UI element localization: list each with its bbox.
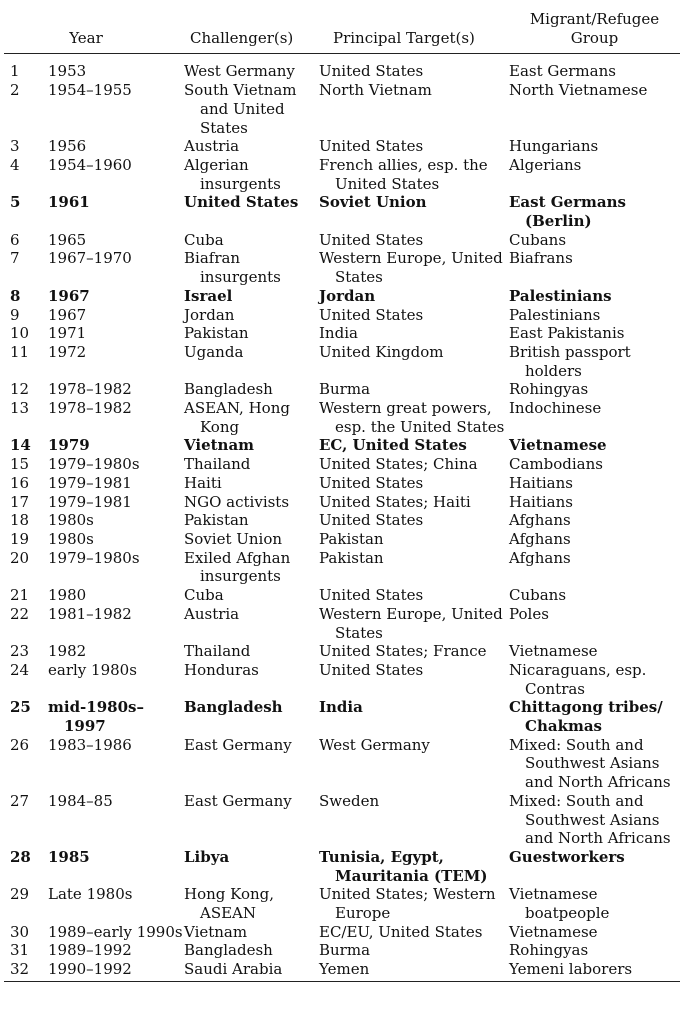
row-challenger: Biafran insurgents <box>184 249 281 287</box>
row-number: 32 <box>10 960 30 979</box>
row-target: Burma <box>319 941 371 960</box>
row-year: 1954–1955 <box>48 81 132 100</box>
table-row <box>4 530 680 549</box>
header-challenger: Challenger(s) <box>184 10 319 54</box>
row-year: 1978–1982 <box>48 399 132 418</box>
table-row <box>4 54 680 81</box>
row-year: 1953 <box>48 62 87 81</box>
row-year: 1990–1992 <box>48 960 132 979</box>
row-target: United States <box>319 473 424 492</box>
row-year: 1967 <box>48 305 87 324</box>
row-group: Chittagong tribes/ Chakmas <box>509 698 663 736</box>
row-challenger: Thailand <box>184 455 251 474</box>
row-year: 1954–1960 <box>48 155 132 174</box>
row-challenger: West Germany <box>184 62 295 81</box>
row-year: early 1980s <box>48 660 137 679</box>
row-target: North Vietnam <box>319 81 432 100</box>
row-number: 16 <box>10 473 30 492</box>
row-number: 29 <box>10 885 30 904</box>
table-row <box>4 156 680 193</box>
row-year: 1967–1970 <box>48 249 132 268</box>
row-challenger: South Vietnam and United States <box>184 81 297 137</box>
row-number: 30 <box>10 922 30 941</box>
table-row <box>4 698 680 735</box>
row-year: 1980s <box>48 511 94 530</box>
row-group: Nicaraguans, esp. Contras <box>509 660 647 698</box>
row-target: Pakistan <box>319 548 384 567</box>
table-row <box>4 848 680 885</box>
row-group: Vietnamese <box>509 922 598 941</box>
table-row <box>4 642 680 661</box>
row-challenger: Hong Kong, ASEAN <box>184 885 275 923</box>
row-number: 14 <box>10 436 31 455</box>
row-target: Burma <box>319 380 371 399</box>
row-challenger: Uganda <box>184 342 244 361</box>
row-target: Western Europe, United States <box>319 604 503 642</box>
row-year: mid-1980s–1997 <box>48 698 144 736</box>
row-challenger: Soviet Union <box>184 529 283 548</box>
row-group: Vietnamese <box>509 642 598 661</box>
row-challenger: Israel <box>184 286 233 305</box>
row-number: 15 <box>10 455 30 474</box>
row-group: Yemeni laborers <box>509 960 633 979</box>
row-number: 7 <box>10 249 20 268</box>
table-row <box>4 605 680 642</box>
row-target: United States <box>319 305 424 324</box>
row-group: Afghans <box>509 529 571 548</box>
row-number: 24 <box>10 660 30 679</box>
row-group: Vietnamese boatpeople <box>509 885 610 923</box>
row-group: Afghans <box>509 511 571 530</box>
table-row <box>4 436 680 455</box>
row-number: 12 <box>10 380 30 399</box>
row-number: 8 <box>10 286 21 305</box>
row-group: Cambodians <box>509 455 603 474</box>
row-target: United Kingdom <box>319 342 444 361</box>
row-group: Guestworkers <box>509 847 625 866</box>
table-row <box>4 399 680 436</box>
row-year: Late 1980s <box>48 885 133 904</box>
row-number: 31 <box>10 941 30 960</box>
row-challenger: Saudi Arabia <box>184 960 283 979</box>
row-number: 18 <box>10 511 30 530</box>
row-target: United States <box>319 660 424 679</box>
row-number: 9 <box>10 305 20 324</box>
row-group: North Vietnamese <box>509 81 648 100</box>
row-year: 1971 <box>48 324 87 343</box>
row-challenger: ASEAN, Hong Kong <box>184 399 290 436</box>
row-challenger: NGO activists <box>184 492 290 511</box>
row-number: 13 <box>10 399 30 418</box>
row-target: West Germany <box>319 735 430 754</box>
row-challenger: Cuba <box>184 230 224 249</box>
row-challenger: Bangladesh <box>184 380 273 399</box>
row-group: Afghans <box>509 548 571 567</box>
row-number: 10 <box>10 324 30 343</box>
row-group: Mixed: South and Southwest Asians and North Africans <box>509 791 671 848</box>
row-target: Yemen <box>319 960 370 979</box>
row-year: 1989–early 1990s <box>48 922 183 941</box>
row-target: French allies, esp. the United States <box>319 155 488 193</box>
table-row <box>4 941 680 960</box>
row-target: Soviet Union <box>319 193 427 212</box>
row-challenger: Austria <box>184 604 240 623</box>
table-row <box>4 960 680 981</box>
row-challenger: Bangladesh <box>184 698 283 717</box>
row-number: 25 <box>10 698 31 717</box>
row-challenger: Austria <box>184 137 240 156</box>
row-challenger: Vietnam <box>184 436 255 455</box>
row-year: 1979–1980s <box>48 548 140 567</box>
row-group: British passport holders <box>509 342 631 380</box>
row-year: 1956 <box>48 137 87 156</box>
table-row <box>4 231 680 250</box>
table-row <box>4 193 680 230</box>
row-number: 22 <box>10 604 30 623</box>
row-number: 23 <box>10 642 30 661</box>
table-row <box>4 81 680 137</box>
row-target: EC/EU, United States <box>319 922 483 941</box>
row-group: Haitians <box>509 473 573 492</box>
row-number: 26 <box>10 735 30 754</box>
row-target: United States <box>319 586 424 605</box>
row-group: Cubans <box>509 586 567 605</box>
table-row <box>4 885 680 922</box>
row-group: Palestinians <box>509 305 601 324</box>
row-challenger: Jordan <box>184 305 235 324</box>
table-row <box>4 287 680 306</box>
row-group: Indochinese <box>509 399 602 418</box>
row-year: 1985 <box>48 847 90 866</box>
row-year: 1982 <box>48 642 87 661</box>
row-year: 1989–1992 <box>48 941 132 960</box>
header-target: Principal Target(s) <box>319 10 509 54</box>
table-row <box>4 474 680 493</box>
row-group: Rohingyas <box>509 380 589 399</box>
row-challenger: Haiti <box>184 473 222 492</box>
row-group: Palestinians <box>509 286 612 305</box>
header-year: Year <box>40 10 184 54</box>
row-challenger: Exiled Afghan insurgents <box>184 548 291 586</box>
row-number: 2 <box>10 81 20 100</box>
row-year: 1979 <box>48 436 90 455</box>
row-target: Pakistan <box>319 529 384 548</box>
header-group: Migrant/Refugee Group <box>509 10 680 54</box>
row-target: Jordan <box>319 286 376 305</box>
row-number: 20 <box>10 548 30 567</box>
row-year: 1981–1982 <box>48 604 132 623</box>
row-challenger: Vietnam <box>184 922 248 941</box>
table-row <box>4 511 680 530</box>
row-target: United States <box>319 230 424 249</box>
row-target: United States; China <box>319 455 478 474</box>
row-challenger: Algerian insurgents <box>184 155 281 193</box>
row-target: India <box>319 324 358 343</box>
table-row <box>4 455 680 474</box>
row-group: Mixed: South and Southwest Asians and North Africans <box>509 735 671 792</box>
row-challenger: Pakistan <box>184 324 249 343</box>
row-challenger: Cuba <box>184 586 224 605</box>
row-number: 28 <box>10 847 31 866</box>
row-year: 1984–85 <box>48 791 113 810</box>
table-row <box>4 380 680 399</box>
row-target: United States; France <box>319 642 487 661</box>
row-number: 17 <box>10 492 30 511</box>
table-row <box>4 343 680 380</box>
row-target: United States <box>319 137 424 156</box>
row-challenger: Thailand <box>184 642 251 661</box>
row-target: Western great powers, esp. the United States <box>319 399 505 436</box>
row-target: United States; Western Europe <box>319 885 496 923</box>
row-target: EC, United States <box>319 436 467 455</box>
table-row <box>4 586 680 605</box>
table-header <box>4 10 680 54</box>
row-challenger: United States <box>184 193 299 212</box>
row-year: 1980s <box>48 529 94 548</box>
row-group: Vietnamese <box>509 436 607 455</box>
table-row <box>4 923 680 942</box>
row-group: East Germans <box>509 62 616 81</box>
row-target: Western Europe, United States <box>319 249 503 287</box>
table-row <box>4 137 680 156</box>
table-row <box>4 306 680 325</box>
row-number: 19 <box>10 529 30 548</box>
row-number: 21 <box>10 586 30 605</box>
row-year: 1979–1981 <box>48 492 132 511</box>
table-row <box>4 661 680 698</box>
row-year: 1980 <box>48 586 87 605</box>
row-number: 11 <box>10 342 30 361</box>
row-group: Haitians <box>509 492 573 511</box>
coercive-migration-table <box>4 10 680 982</box>
row-target: United States <box>319 62 424 81</box>
row-number: 6 <box>10 230 20 249</box>
row-number: 27 <box>10 791 30 810</box>
row-number: 4 <box>10 155 20 174</box>
row-challenger: Honduras <box>184 660 259 679</box>
row-number: 3 <box>10 137 20 156</box>
row-year: 1961 <box>48 193 90 212</box>
row-target: United States; Haiti <box>319 492 471 511</box>
row-year: 1965 <box>48 230 87 249</box>
row-year: 1979–1980s <box>48 455 140 474</box>
row-target: United States <box>319 511 424 530</box>
row-group: Biafrans <box>509 249 573 268</box>
row-group: Cubans <box>509 230 567 249</box>
table-row <box>4 549 680 586</box>
row-year: 1983–1986 <box>48 735 132 754</box>
row-year: 1978–1982 <box>48 380 132 399</box>
row-group: Rohingyas <box>509 941 589 960</box>
row-challenger: East Germany <box>184 791 292 810</box>
row-target: Tunisia, Egypt, Mauritania (TEM) <box>319 847 488 885</box>
row-target: Sweden <box>319 791 380 810</box>
row-year: 1979–1981 <box>48 473 132 492</box>
row-group: East Germans (Berlin) <box>509 193 626 231</box>
table-row <box>4 324 680 343</box>
row-year: 1967 <box>48 286 90 305</box>
table-row <box>4 792 680 848</box>
header-num <box>4 10 40 54</box>
row-challenger: Libya <box>184 847 230 866</box>
row-challenger: Bangladesh <box>184 941 273 960</box>
row-number: 1 <box>10 62 20 81</box>
row-target: India <box>319 698 363 717</box>
row-group: Poles <box>509 604 549 623</box>
row-group: Hungarians <box>509 137 599 156</box>
table-body <box>4 54 680 981</box>
table-row <box>4 736 680 792</box>
row-group: Algerians <box>509 155 582 174</box>
table-row <box>4 249 680 286</box>
row-number: 5 <box>10 193 21 212</box>
row-challenger: Pakistan <box>184 511 249 530</box>
row-challenger: East Germany <box>184 735 292 754</box>
table-row <box>4 493 680 512</box>
row-group: East Pakistanis <box>509 324 625 343</box>
row-year: 1972 <box>48 342 87 361</box>
